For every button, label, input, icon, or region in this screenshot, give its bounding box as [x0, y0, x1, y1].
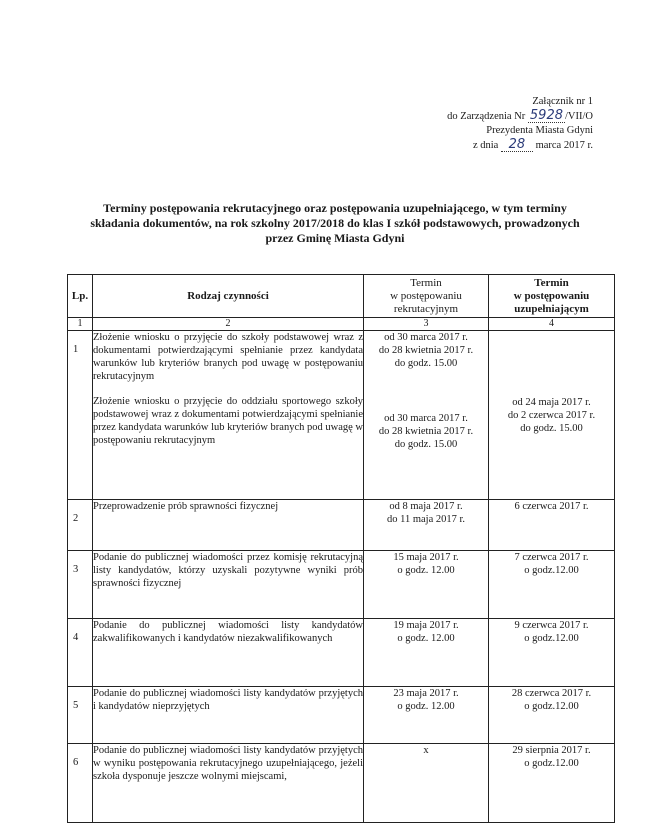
schedule-table [67, 274, 615, 823]
column-number-2: 2 [93, 318, 364, 331]
supplementary-term-text: o godz.12.00 [524, 701, 579, 712]
supplementary-term-text: o godz.12.00 [524, 565, 579, 576]
header-lp: Lp. [68, 275, 93, 318]
header-supplementary-line-2: w postępowaniu [513, 289, 590, 302]
recruitment-term-cell [364, 331, 489, 500]
order-date [447, 136, 593, 154]
row-number: 3 [68, 551, 93, 619]
row-number: 1 [68, 331, 93, 500]
date-day-handwritten: 28 [501, 139, 533, 152]
recruitment-term-text: do 11 maja 2017 r. [386, 514, 466, 525]
annex-header [447, 95, 593, 153]
supplementary-term-text: 28 czerwca 2017 r. [511, 688, 592, 699]
row-number: 2 [68, 500, 93, 551]
order-prefix: do Zarządzenia Nr [447, 110, 526, 122]
supplementary-term-text: do godz. 15.00 [520, 422, 583, 434]
column-number-1: 1 [68, 318, 93, 331]
recruitment-term-text: do 28 kwietnia 2017 r. [378, 426, 474, 437]
header-supplementary-line-3: uzupełniającym [514, 302, 589, 315]
activity-cell: Przeprowadzenie prób sprawności fizycznej [93, 500, 364, 551]
date-prefix: z dnia [472, 139, 499, 151]
recruitment-term-text: 15 maja 2017 r. [393, 552, 459, 563]
date-suffix: marca 2017 r. [535, 139, 593, 151]
activity-cell [93, 331, 364, 500]
row-number: 4 [68, 619, 93, 687]
supplementary-term-cell [489, 331, 615, 500]
recruitment-term-text: 19 maja 2017 r. [393, 620, 459, 631]
recruitment-term-text: od 30 marca 2017 r. [384, 413, 468, 424]
activity-cell: Podanie do publicznej wiadomości listy kandydatów przyjętych w wyniku postępowania rekrutacyjnego uzupełniającego, jeżeli szkoła dysponuje jeszcze wolnymi miejscami, [93, 744, 364, 823]
recruitment-term-text: od 8 maja 2017 r. [389, 501, 463, 512]
header-activity: Rodzaj czynności [93, 275, 364, 318]
order-reference [447, 107, 593, 125]
header-recruitment-line-1: Termin [410, 276, 442, 289]
title-line-3: przez Gminę Miasta Gdyni [265, 231, 405, 245]
table-row [68, 744, 615, 823]
recruitment-term-text: x [423, 745, 429, 756]
supplementary-term-text: od 24 maja 2017 r. [512, 396, 591, 408]
row-number: 6 [68, 744, 93, 823]
supplementary-term-text: do 2 czerwca 2017 r. [507, 409, 596, 421]
table-row [68, 551, 615, 619]
row-number: 5 [68, 687, 93, 744]
activity-sports-class: Złożenie wniosku o przyjęcie do oddziału sportowego szkoły podstawowej wraz z dokumentami potwierdzającymi spełnianie przez kandydata warunków lub kryteriów branych pod uwagę w postępowaniu rekrutacyjnym [93, 396, 363, 446]
supplementary-term-text: 6 czerwca 2017 r. [514, 501, 589, 512]
recruitment-term-text: o godz. 12.00 [397, 701, 455, 712]
recruitment-term-cell [364, 687, 489, 744]
table-row [68, 687, 615, 744]
column-number-3: 3 [364, 318, 489, 331]
activity-cell: Podanie do publicznej wiadomości listy kandydatów przyjętych i kandydatów nieprzyjętych [93, 687, 364, 744]
table-header-row [68, 275, 615, 318]
recruitment-term-cell [364, 500, 489, 551]
order-suffix: /VII/O [565, 110, 593, 122]
table-row [68, 331, 615, 500]
activity-cell: Podanie do publicznej wiadomości listy kandydatów zakwalifikowanych i kandydatów niezakwalifikowanych [93, 619, 364, 687]
recruitment-term-text: o godz. 12.00 [397, 633, 455, 644]
supplementary-term-text: 9 czerwca 2017 r. [514, 620, 589, 631]
supplementary-term-cell [489, 619, 615, 687]
header-recruitment-line-3: rekrutacyjnym [393, 302, 459, 315]
recruitment-term-text: do godz. 15.00 [394, 439, 458, 450]
title-line-2: składania dokumentów, na rok szkolny 2017/2018 do klas I szkół podstawowych, prowadzonych [90, 216, 580, 230]
recruitment-term-text: o godz. 12.00 [397, 565, 455, 576]
activity-cell: Podanie do publicznej wiadomości przez komisję rekrutacyjną listy kandydatów, którzy uzyskali pozytywne wyniki prób sprawności fizycznej [93, 551, 364, 619]
supplementary-term-cell [489, 551, 615, 619]
activity-school: Złożenie wniosku o przyjęcie do szkoły podstawowej wraz z dokumentami potwierdzającymi spełnianie przez kandydata warunków lub kryteriów branych pod uwagę w postępowaniu rekrutacyjnym [93, 332, 363, 382]
header-recruitment-term [364, 275, 489, 318]
header-supplementary-line-1: Termin [534, 276, 569, 289]
supplementary-term-cell [489, 500, 615, 551]
table-row [68, 619, 615, 687]
supplementary-term-text: o godz.12.00 [524, 633, 579, 644]
supplementary-term-cell [489, 744, 615, 823]
annex-number: Załącznik nr 1 [532, 96, 593, 107]
recruitment-term-cell [364, 551, 489, 619]
order-number-handwritten: 5928 [529, 107, 563, 123]
recruitment-term-text: do godz. 15.00 [394, 358, 458, 369]
header-recruitment-line-2: w postępowaniu [390, 289, 462, 302]
recruitment-term-text: do 28 kwietnia 2017 r. [378, 345, 474, 356]
document-title [75, 201, 595, 246]
supplementary-term-text: 7 czerwca 2017 r. [514, 552, 589, 563]
issuer: Prezydenta Miasta Gdyni [486, 125, 593, 136]
header-supplementary-term [489, 275, 615, 318]
recruitment-term-text: 23 maja 2017 r. [393, 688, 459, 699]
supplementary-term-cell [489, 687, 615, 744]
table-row [68, 500, 615, 551]
supplementary-term-text: 29 sierpnia 2017 r. [512, 745, 591, 756]
recruitment-term-text: od 30 marca 2017 r. [384, 332, 468, 343]
supplementary-term-text: o godz.12.00 [524, 758, 579, 769]
recruitment-term-cell [364, 744, 489, 823]
column-number-4: 4 [489, 318, 615, 331]
title-line-1: Terminy postępowania rekrutacyjnego oraz postępowania uzupełniającego, w tym terminy [103, 201, 567, 215]
column-number-row [68, 318, 615, 331]
recruitment-term-cell [364, 619, 489, 687]
